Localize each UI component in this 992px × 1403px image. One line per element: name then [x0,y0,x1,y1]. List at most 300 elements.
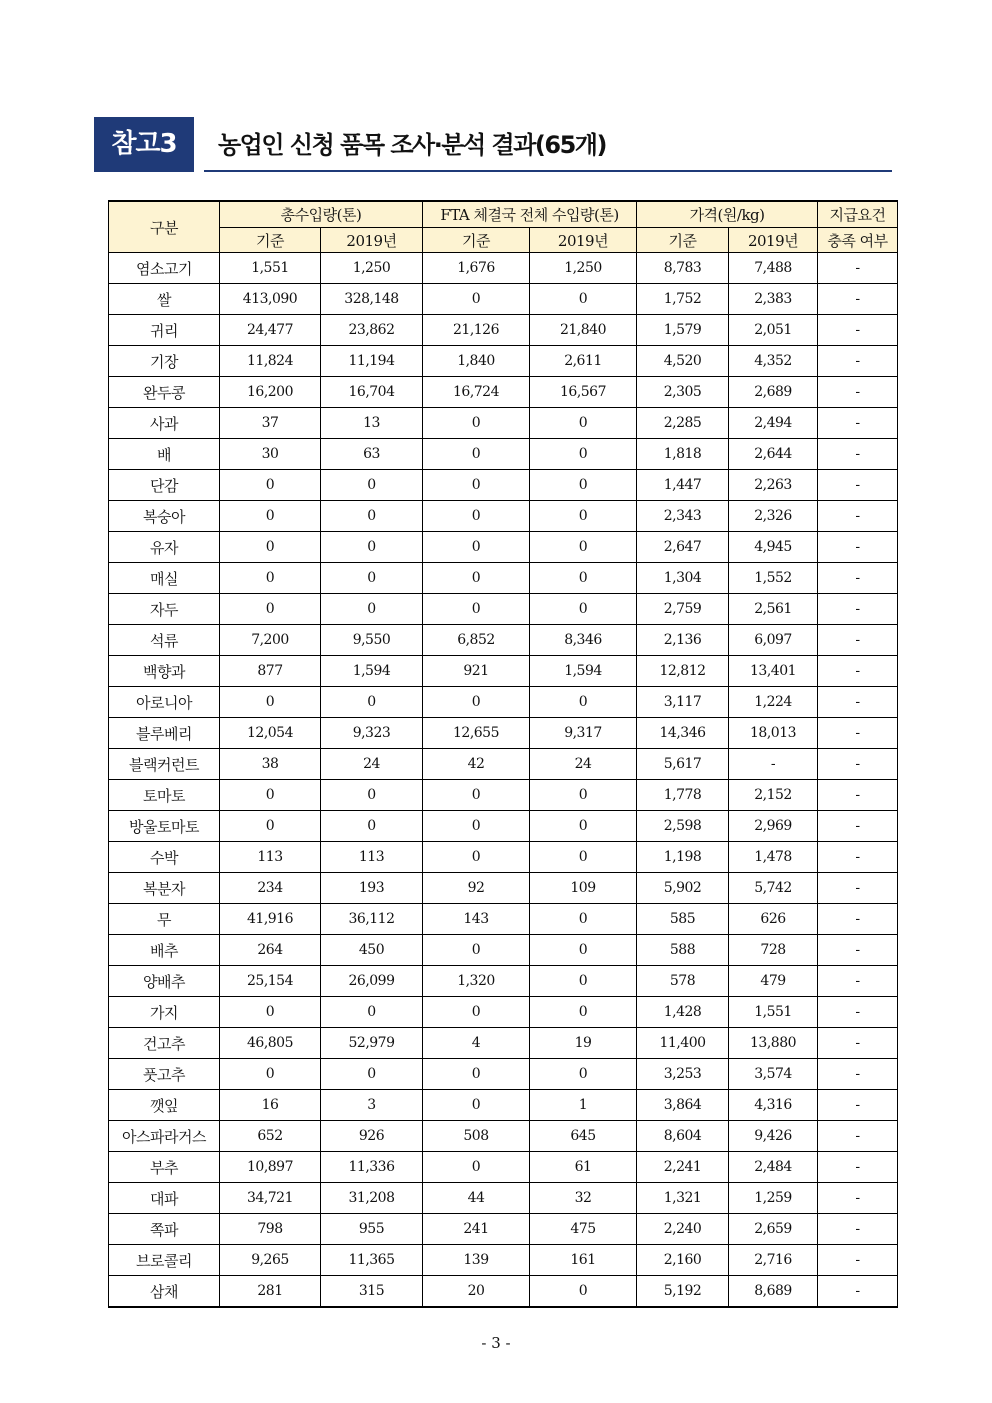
value-cell: 3,574 [729,1059,818,1090]
value-cell: 9,323 [321,718,423,749]
value-cell: 23,862 [321,315,423,346]
table-row [109,594,898,625]
value-cell: 16,704 [321,377,423,408]
value-cell: 0 [423,1090,530,1121]
value-cell: 109 [530,873,637,904]
value-cell: 2,644 [729,439,818,470]
value-cell: 2,285 [637,408,729,439]
value-cell: 13,880 [729,1028,818,1059]
table-row [109,439,898,470]
table-row [109,1245,898,1276]
value-cell: 36,112 [321,904,423,935]
row-category: 복분자 [109,873,220,904]
row-category: 석류 [109,625,220,656]
sub-header: 기준 [423,228,530,253]
value-cell: 0 [423,1152,530,1183]
requirement-cell: - [818,470,898,501]
value-cell: 0 [423,501,530,532]
value-cell: 1,224 [729,687,818,718]
requirement-cell: - [818,1152,898,1183]
value-cell: 113 [220,842,321,873]
value-cell: 2,484 [729,1152,818,1183]
table-row [109,1090,898,1121]
table-row [109,718,898,749]
table-row [109,904,898,935]
table-row [109,1121,898,1152]
value-cell: 2,716 [729,1245,818,1276]
value-cell: 585 [637,904,729,935]
value-cell: 5,617 [637,749,729,780]
value-cell: 139 [423,1245,530,1276]
value-cell: 652 [220,1121,321,1152]
table-row [109,408,898,439]
value-cell: 328,148 [321,284,423,315]
value-cell: 25,154 [220,966,321,997]
value-cell: 955 [321,1214,423,1245]
value-cell: 578 [637,966,729,997]
page-title: 농업인 신청 품목 조사·분석 결과(65개) [218,131,606,159]
row-category: 매실 [109,563,220,594]
table-row [109,470,898,501]
value-cell: 0 [220,1059,321,1090]
value-cell: 0 [423,780,530,811]
value-cell: 1,778 [637,780,729,811]
requirement-cell: - [818,563,898,594]
value-cell: 1,250 [321,253,423,284]
requirement-cell: - [818,284,898,315]
value-cell: 24,477 [220,315,321,346]
value-cell: 0 [423,842,530,873]
requirement-cell: - [818,718,898,749]
requirement-cell: - [818,842,898,873]
value-cell: 24 [530,749,637,780]
value-cell: 0 [530,439,637,470]
row-category: 삼채 [109,1276,220,1308]
value-cell: 1,447 [637,470,729,501]
header-category: 구분 [109,201,220,253]
value-cell: 61 [530,1152,637,1183]
header-requirement-2: 충족 여부 [818,228,898,253]
value-cell: - [729,749,818,780]
requirement-cell: - [818,439,898,470]
value-cell: 0 [530,997,637,1028]
value-cell: 0 [423,1059,530,1090]
value-cell: 234 [220,873,321,904]
value-cell: 2,494 [729,408,818,439]
value-cell: 2,647 [637,532,729,563]
value-cell: 3,864 [637,1090,729,1121]
requirement-cell: - [818,873,898,904]
value-cell: 6,097 [729,625,818,656]
value-cell: 63 [321,439,423,470]
value-cell: 2,659 [729,1214,818,1245]
value-cell: 0 [321,501,423,532]
requirement-cell: - [818,1183,898,1214]
value-cell: 0 [423,408,530,439]
row-category: 복숭아 [109,501,220,532]
value-cell: 645 [530,1121,637,1152]
table-row [109,780,898,811]
row-category: 기장 [109,346,220,377]
value-cell: 0 [423,470,530,501]
value-cell: 2,051 [729,315,818,346]
value-cell: 1,840 [423,346,530,377]
value-cell: 44 [423,1183,530,1214]
requirement-cell: - [818,966,898,997]
row-category: 아스파라거스 [109,1121,220,1152]
value-cell: 21,840 [530,315,637,346]
value-cell: 2,383 [729,284,818,315]
value-cell: 0 [220,563,321,594]
value-cell: 0 [321,470,423,501]
value-cell: 46,805 [220,1028,321,1059]
requirement-cell: - [818,1214,898,1245]
table-row [109,625,898,656]
value-cell: 1,304 [637,563,729,594]
value-cell: 2,343 [637,501,729,532]
value-cell: 0 [423,439,530,470]
value-cell: 11,336 [321,1152,423,1183]
value-cell: 1,552 [729,563,818,594]
value-cell: 16,724 [423,377,530,408]
table-row [109,1183,898,1214]
value-cell: 241 [423,1214,530,1245]
value-cell: 2,160 [637,1245,729,1276]
value-cell: 9,265 [220,1245,321,1276]
value-cell: 2,136 [637,625,729,656]
row-category: 블랙커런트 [109,749,220,780]
row-category: 가지 [109,997,220,1028]
table-row [109,1152,898,1183]
value-cell: 143 [423,904,530,935]
reference-badge: 참고3 [94,117,194,172]
value-cell: 19 [530,1028,637,1059]
value-cell: 0 [530,470,637,501]
value-cell: 11,824 [220,346,321,377]
value-cell: 38 [220,749,321,780]
value-cell: 0 [530,842,637,873]
row-category: 배 [109,439,220,470]
value-cell: 508 [423,1121,530,1152]
table-row [109,842,898,873]
value-cell: 4,520 [637,346,729,377]
value-cell: 3,117 [637,687,729,718]
header-total-import: 총수입량(톤) [220,201,423,228]
table-row [109,253,898,284]
value-cell: 2,598 [637,811,729,842]
value-cell: 2,240 [637,1214,729,1245]
value-cell: 0 [423,997,530,1028]
value-cell: 34,721 [220,1183,321,1214]
value-cell: 5,902 [637,873,729,904]
table-row [109,966,898,997]
value-cell: 0 [321,563,423,594]
requirement-cell: - [818,594,898,625]
value-cell: 728 [729,935,818,966]
value-cell: 264 [220,935,321,966]
value-cell: 1 [530,1090,637,1121]
row-category: 완두콩 [109,377,220,408]
value-cell: 1,478 [729,842,818,873]
row-category: 수박 [109,842,220,873]
sub-header: 2019년 [530,228,637,253]
value-cell: 32 [530,1183,637,1214]
value-cell: 0 [423,563,530,594]
value-cell: 12,054 [220,718,321,749]
value-cell: 0 [530,532,637,563]
sub-header: 2019년 [321,228,423,253]
value-cell: 2,305 [637,377,729,408]
value-cell: 13 [321,408,423,439]
value-cell: 30 [220,439,321,470]
value-cell: 450 [321,935,423,966]
table-row [109,811,898,842]
value-cell: 1,594 [321,656,423,687]
value-cell: 12,655 [423,718,530,749]
table-row [109,501,898,532]
value-cell: 0 [530,966,637,997]
requirement-cell: - [818,315,898,346]
value-cell: 315 [321,1276,423,1308]
results-table [108,200,898,1308]
value-cell: 0 [423,935,530,966]
value-cell: 0 [321,780,423,811]
requirement-cell: - [818,501,898,532]
value-cell: 16,200 [220,377,321,408]
value-cell: 0 [530,780,637,811]
row-category: 풋고추 [109,1059,220,1090]
value-cell: 2,759 [637,594,729,625]
value-cell: 11,194 [321,346,423,377]
row-category: 단감 [109,470,220,501]
value-cell: 0 [220,997,321,1028]
value-cell: 0 [423,594,530,625]
value-cell: 2,561 [729,594,818,625]
row-category: 염소고기 [109,253,220,284]
value-cell: 0 [321,687,423,718]
requirement-cell: - [818,1121,898,1152]
value-cell: 475 [530,1214,637,1245]
header-price: 가격(원/kg) [637,201,818,228]
sub-header: 2019년 [729,228,818,253]
value-cell: 5,742 [729,873,818,904]
value-cell: 3 [321,1090,423,1121]
value-cell: 21,126 [423,315,530,346]
requirement-cell: - [818,656,898,687]
value-cell: 921 [423,656,530,687]
requirement-cell: - [818,1028,898,1059]
value-cell: 1,321 [637,1183,729,1214]
requirement-cell: - [818,935,898,966]
value-cell: 0 [220,594,321,625]
value-cell: 0 [530,501,637,532]
table-row [109,1276,898,1308]
row-category: 블루베리 [109,718,220,749]
value-cell: 13,401 [729,656,818,687]
value-cell: 0 [530,408,637,439]
value-cell: 2,689 [729,377,818,408]
value-cell: 2,326 [729,501,818,532]
page-number: - 3 - [481,1334,511,1352]
value-cell: 41,916 [220,904,321,935]
title-underline [204,170,892,172]
table-row [109,687,898,718]
sub-header: 기준 [220,228,321,253]
value-cell: 20 [423,1276,530,1308]
requirement-cell: - [818,408,898,439]
value-cell: 113 [321,842,423,873]
value-cell: 7,200 [220,625,321,656]
value-cell: 926 [321,1121,423,1152]
row-category: 자두 [109,594,220,625]
value-cell: 1,551 [220,253,321,284]
value-cell: 4,945 [729,532,818,563]
row-category: 아로니아 [109,687,220,718]
value-cell: 8,783 [637,253,729,284]
value-cell: 52,979 [321,1028,423,1059]
value-cell: 12,812 [637,656,729,687]
table-row [109,749,898,780]
value-cell: 4,352 [729,346,818,377]
value-cell: 0 [321,594,423,625]
value-cell: 10,897 [220,1152,321,1183]
requirement-cell: - [818,377,898,408]
table-row [109,873,898,904]
value-cell: 11,400 [637,1028,729,1059]
value-cell: 1,579 [637,315,729,346]
requirement-cell: - [818,532,898,563]
value-cell: 9,426 [729,1121,818,1152]
value-cell: 6,852 [423,625,530,656]
value-cell: 798 [220,1214,321,1245]
row-category: 대파 [109,1183,220,1214]
value-cell: 4,316 [729,1090,818,1121]
value-cell: 413,090 [220,284,321,315]
table-row [109,377,898,408]
value-cell: 16 [220,1090,321,1121]
requirement-cell: - [818,997,898,1028]
value-cell: 161 [530,1245,637,1276]
header-fta-import: FTA 체결국 전체 수입량(톤) [423,201,637,228]
value-cell: 877 [220,656,321,687]
requirement-cell: - [818,1276,898,1308]
row-category: 양배추 [109,966,220,997]
value-cell: 11,365 [321,1245,423,1276]
value-cell: 1,594 [530,656,637,687]
value-cell: 0 [530,563,637,594]
value-cell: 0 [530,284,637,315]
row-category: 깻잎 [109,1090,220,1121]
row-category: 사과 [109,408,220,439]
requirement-cell: - [818,1090,898,1121]
value-cell: 7,488 [729,253,818,284]
row-category: 방울토마토 [109,811,220,842]
table-row [109,532,898,563]
value-cell: 0 [220,811,321,842]
value-cell: 0 [530,687,637,718]
value-cell: 0 [321,532,423,563]
table-row [109,284,898,315]
value-cell: 2,241 [637,1152,729,1183]
requirement-cell: - [818,625,898,656]
requirement-cell: - [818,1059,898,1090]
value-cell: 0 [530,935,637,966]
requirement-cell: - [818,780,898,811]
value-cell: 5,192 [637,1276,729,1308]
value-cell: 16,567 [530,377,637,408]
value-cell: 0 [321,811,423,842]
requirement-cell: - [818,749,898,780]
sub-header: 기준 [637,228,729,253]
value-cell: 0 [423,532,530,563]
table-row [109,1028,898,1059]
value-cell: 0 [321,997,423,1028]
value-cell: 18,013 [729,718,818,749]
value-cell: 26,099 [321,966,423,997]
value-cell: 0 [530,1276,637,1308]
row-category: 백향과 [109,656,220,687]
value-cell: 2,152 [729,780,818,811]
value-cell: 8,346 [530,625,637,656]
value-cell: 3,253 [637,1059,729,1090]
value-cell: 8,604 [637,1121,729,1152]
row-category: 유자 [109,532,220,563]
value-cell: 9,550 [321,625,423,656]
row-category: 무 [109,904,220,935]
table-row [109,346,898,377]
value-cell: 0 [530,811,637,842]
value-cell: 0 [423,687,530,718]
row-category: 건고추 [109,1028,220,1059]
value-cell: 1,551 [729,997,818,1028]
value-cell: 0 [220,501,321,532]
value-cell: 92 [423,873,530,904]
value-cell: 588 [637,935,729,966]
value-cell: 0 [530,594,637,625]
value-cell: 1,676 [423,253,530,284]
value-cell: 8,689 [729,1276,818,1308]
value-cell: 0 [220,780,321,811]
table-row [109,315,898,346]
table-row [109,656,898,687]
value-cell: 14,346 [637,718,729,749]
value-cell: 2,611 [530,346,637,377]
value-cell: 1,250 [530,253,637,284]
value-cell: 31,208 [321,1183,423,1214]
value-cell: 281 [220,1276,321,1308]
row-category: 브로콜리 [109,1245,220,1276]
value-cell: 0 [423,284,530,315]
row-category: 쌀 [109,284,220,315]
value-cell: 2,263 [729,470,818,501]
value-cell: 1,320 [423,966,530,997]
value-cell: 1,752 [637,284,729,315]
table-row [109,997,898,1028]
value-cell: 0 [220,687,321,718]
value-cell: 0 [530,904,637,935]
value-cell: 0 [423,811,530,842]
value-cell: 626 [729,904,818,935]
table-row [109,563,898,594]
row-category: 쪽파 [109,1214,220,1245]
table-row [109,935,898,966]
value-cell: 193 [321,873,423,904]
value-cell: 37 [220,408,321,439]
table-row [109,1214,898,1245]
value-cell: 4 [423,1028,530,1059]
requirement-cell: - [818,253,898,284]
value-cell: 0 [220,470,321,501]
